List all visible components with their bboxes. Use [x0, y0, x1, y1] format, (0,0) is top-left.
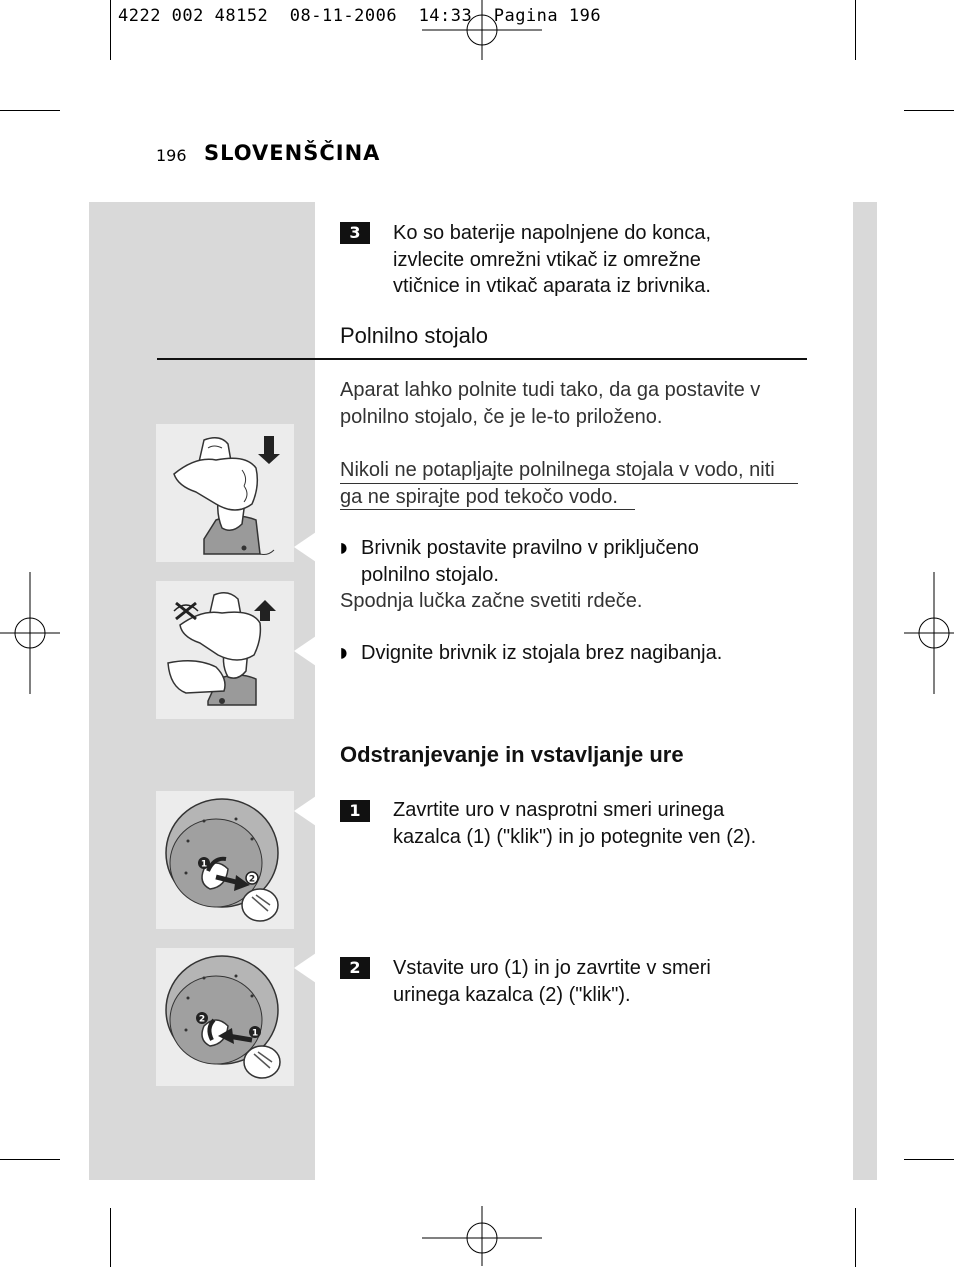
pointer-triangle-icon: [294, 796, 316, 826]
clock-insert-illustration: [156, 948, 294, 1086]
step3-text: Ko so baterije napolnjene do konca, izvlecite omrežni vtikač iz omrežne vtičnice in vtikač aparata iz brivnika.: [393, 222, 712, 297]
clock-remove-illustration: [156, 791, 294, 929]
bullet-text-lift-shaver: Dvignite brivnik iz stojala brez nagibanja.: [361, 642, 723, 664]
page-number: 196: [156, 146, 187, 165]
clock-step1-text: Zavrtite uro v nasprotni smeri urinega kazalca (1) ("klik") in jo potegnite ven (2).: [393, 799, 757, 848]
warning-underline: [340, 483, 798, 484]
pointer-triangle-icon: [294, 953, 316, 983]
step-label-1: 1: [200, 859, 208, 870]
section-heading-charging-stand: Polnilno stojalo: [340, 323, 488, 348]
registration-mark-left-icon: [0, 572, 62, 696]
right-gray-band: [853, 202, 877, 1180]
shaver-insert-illustration: [156, 424, 294, 562]
bullet-text-place-shaver: Brivnik postavite pravilno v priključeno polnilno stojalo.: [361, 537, 699, 586]
bullet-icon: ◗: [340, 645, 348, 661]
bullet-icon: ◗: [340, 540, 348, 556]
bullet-note-light: Spodnja lučka začne svetiti rdeče.: [340, 590, 643, 612]
section-heading-clock: Odstranjevanje in vstavljanje ure: [340, 742, 684, 767]
shaver-remove-illustration: [156, 581, 294, 719]
stand-warning-text: Nikoli ne potapljajte polnilnega stojala v vodo, niti ga ne spirajte pod tekočo vodo.: [340, 459, 775, 508]
step-label-2: 2: [198, 1014, 206, 1025]
pointer-triangle-icon: [294, 636, 316, 666]
step-number-badge: 3: [340, 222, 370, 244]
print-header: 4222 002 48152 08-11-2006 14:33 Pagina 196: [118, 6, 602, 26]
registration-mark-right-icon: [900, 572, 954, 696]
step-label-2: 2: [248, 874, 256, 885]
step-number-badge: 2: [340, 957, 370, 979]
stand-intro-text: Aparat lahko polnite tudi tako, da ga postavite v polnilno stojalo, če je le-to priloženo.: [340, 379, 761, 428]
registration-mark-top-icon: [420, 0, 544, 62]
registration-mark-bottom-icon: [420, 1206, 544, 1267]
language-title: SLOVENŠČINA: [204, 141, 381, 165]
pointer-triangle-icon: [294, 532, 316, 562]
warning-underline: [340, 509, 635, 510]
step-number-badge: 1: [340, 800, 370, 822]
clock-step2-text: Vstavite uro (1) in jo zavrtite v smeri urinega kazalca (2) ("klik").: [393, 957, 711, 1006]
step-label-1: 1: [251, 1028, 259, 1039]
section-divider: [157, 358, 807, 360]
